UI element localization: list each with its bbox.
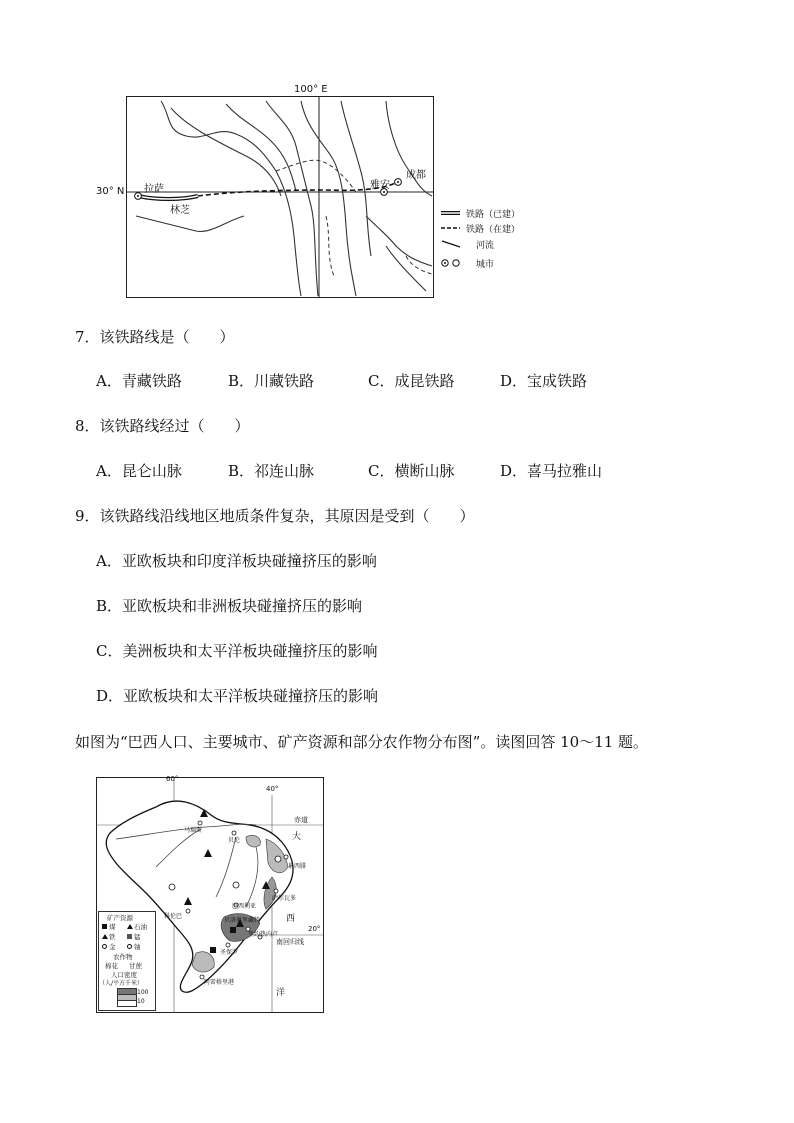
map2-lat20: 20° (308, 925, 321, 933)
railway-map-legend (440, 205, 540, 275)
legend2-oil: 石油 (134, 923, 147, 931)
map1-city-linzhi: 林芝 (170, 205, 190, 216)
map2-city-0: 马瑙斯 (184, 827, 203, 834)
map2-city-7: 里约热内卢 (248, 931, 279, 938)
legend2-iron-icon (102, 934, 108, 939)
question-7-option-b: B．川藏铁路 (228, 372, 315, 390)
legend2-title: 矿产资源 (107, 914, 133, 922)
legend2-manganese: 锰 (134, 933, 141, 941)
question-8-option-c: C．横断山脉 (368, 462, 455, 480)
question-7-option-c: C．成昆铁路 (368, 372, 455, 390)
brazil-map-legend (98, 911, 156, 1011)
map1-city-chengdu: 成都 (406, 170, 426, 181)
brazil-map (96, 777, 324, 1013)
legend2-coal-icon (102, 924, 107, 929)
railway-map (126, 84, 434, 298)
map2-city-5: 科伦巴 (164, 913, 183, 920)
map1-lat-label: 30° N (96, 186, 125, 197)
legend2-d100: 100 (137, 989, 149, 996)
question-8-option-d: D．喜马拉雅山 (500, 462, 603, 480)
legend2-uranium: 铀 (134, 943, 141, 951)
question-9-stem: 9．该铁路线沿线地区地质条件复杂，其原因是受到（ ） (75, 507, 475, 525)
legend-railway-building: 铁路（在建） (466, 225, 521, 235)
map2-city-6: 贝洛奥里藏特 (224, 917, 261, 924)
question-8-option-b: B．祁连山脉 (228, 462, 315, 480)
question-7-option-d: D．宝成铁路 (500, 372, 588, 390)
legend2-iron: 铁 (109, 933, 116, 941)
legend2-density-low-swatch (117, 1000, 137, 1007)
question-7-option-a: A．青藏铁路 (96, 372, 182, 390)
question-9-option-b: B．亚欧板块和非洲板块碰撞挤压的影响 (96, 597, 363, 615)
map2-city-3: 萨尔瓦多 (272, 895, 297, 902)
map2-ocean-2: 西 (286, 914, 296, 924)
map1-city-lhasa: 拉萨 (144, 184, 164, 195)
legend2-gold: 金 (109, 943, 116, 951)
legend-river: 河流 (476, 241, 495, 251)
legend2-crops-title: 农作物 (113, 953, 133, 961)
legend2-coal: 煤 (109, 923, 116, 931)
legend2-uranium-icon (127, 944, 132, 949)
legend-city: 城市 (476, 260, 495, 270)
legend2-oil-icon (127, 924, 133, 929)
legend2-gold-icon (102, 944, 107, 949)
legend2-manganese-icon (127, 934, 132, 939)
legend2-density-title: 人口密度 (111, 971, 137, 979)
legend2-d10: 10 (137, 998, 145, 1005)
railway-map-drawing (126, 96, 434, 298)
map2-city-8: 圣保罗 (220, 949, 239, 956)
map1-lon-label: 100° E (294, 84, 328, 95)
map2-city-4: 巴西利亚 (232, 903, 257, 910)
city-markers (135, 179, 402, 200)
map2-lon40: 40° (266, 785, 279, 793)
map2-tropic: 南回归线 (276, 938, 304, 946)
legend2-cotton: 棉花 (105, 962, 118, 970)
map2-ocean-3: 洋 (276, 988, 286, 998)
question-9-option-c: C．美洲板块和太平洋板块碰撞挤压的影响 (96, 642, 378, 660)
intro-text: 如图为“巴西人口、主要城市、矿产资源和部分农作物分布图”。读图回答 10～11 题。 (75, 733, 649, 751)
legend-symbols (440, 205, 462, 275)
map2-equator: 赤道 (294, 816, 308, 824)
question-7-stem: 7．该铁路线是（ ） (75, 328, 235, 346)
question-9-option-a: A．亚欧板块和印度洋板块碰撞挤压的影响 (96, 552, 377, 570)
question-8-stem: 8．该铁路线经过（ ） (75, 417, 250, 435)
map2-ocean-1: 大 (292, 832, 302, 842)
legend-railway-built: 铁路（已建） (466, 210, 521, 220)
question-9-option-d: D．亚欧板块和太平洋板块碰撞挤压的影响 (96, 687, 379, 705)
map2-city-9: 阿雷格里港 (204, 979, 235, 986)
map2-city-1: 贝伦 (228, 837, 241, 844)
map1-city-yaan: 雅安 (370, 180, 390, 191)
question-8-option-a: A．昆仑山脉 (96, 462, 182, 480)
legend2-sugarcane: 甘蔗 (129, 962, 142, 970)
map2-city-2: 累西腓 (288, 863, 307, 870)
map2-lon60: 60° (166, 775, 179, 783)
legend2-density-unit: （人/平方千米） (99, 980, 144, 987)
